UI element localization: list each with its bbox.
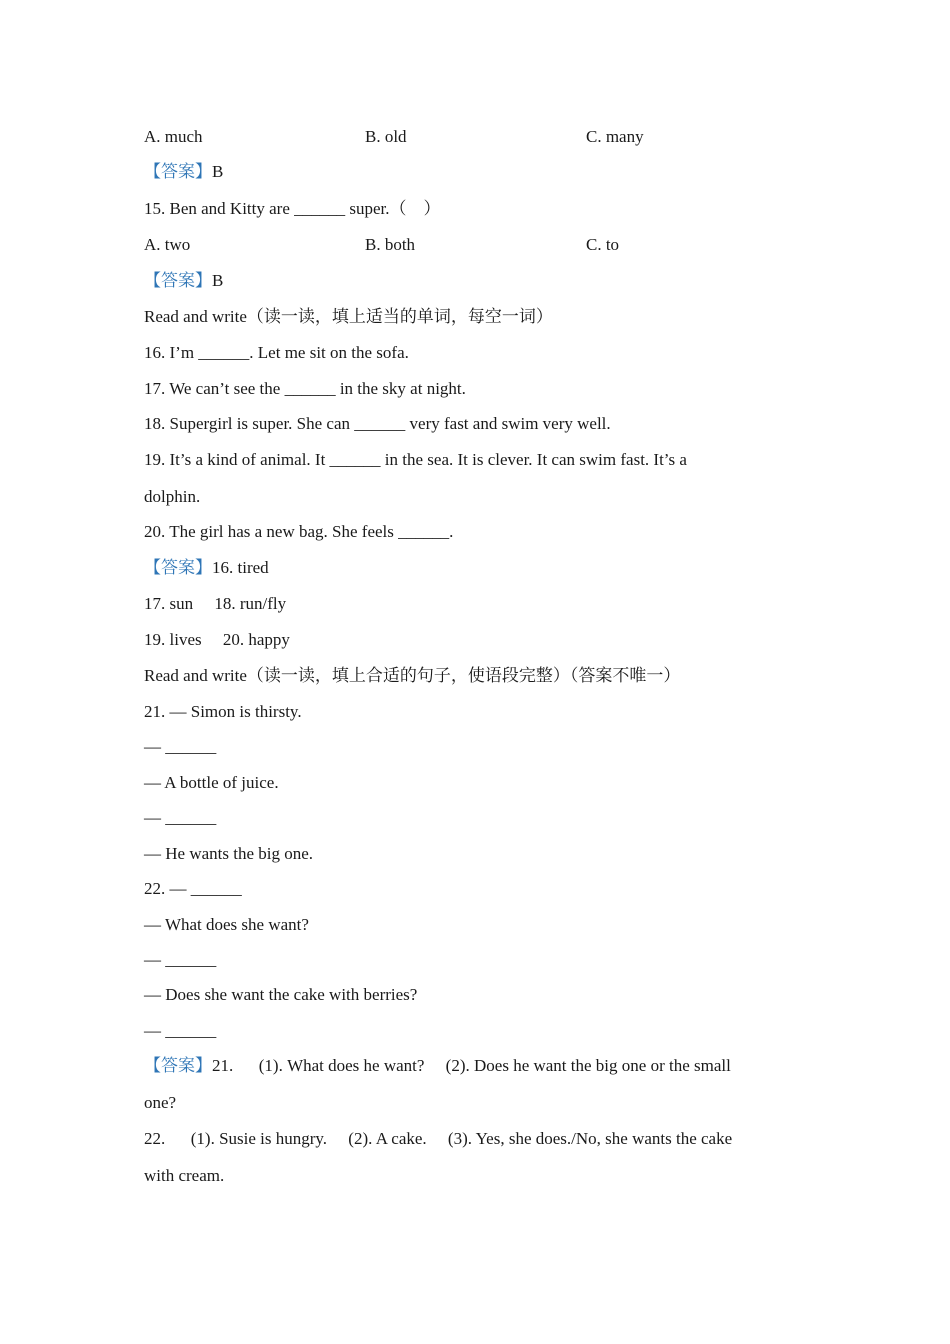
q22-line: — ______ (144, 1021, 217, 1040)
q14-option-b: B. old (365, 127, 407, 146)
question-19: 19. It’s a kind of animal. It ______ in the sea. It is clever. It can swim fast. It’s a (144, 450, 687, 469)
question-17: 17. We can’t see the ______ in the sky at night. (144, 379, 466, 398)
answer-value: 16. tired (212, 558, 269, 577)
answers-21 (144, 1055, 731, 1077)
q21-line: — ______ (144, 737, 217, 756)
question-15: 15. Ben and Kitty are ______ super.（ ） (144, 199, 441, 218)
section-title-sentences: Read and write（读一读，填上合适的句子，使语段完整）（答案不唯一） (144, 666, 681, 685)
question-20: 20. The girl has a new bag. She feels ______. (144, 522, 454, 541)
answers-22: 22. (1). Susie is hungry. (2). A cake. (3). Yes, she does./No, she wants the cake (144, 1129, 733, 1148)
q22-line: — Does she want the cake with berries? (144, 985, 418, 1004)
answer-label: 【答案】 (144, 1056, 212, 1075)
answer-value: B (212, 271, 224, 290)
q21-line: — ______ (144, 808, 217, 827)
q14-answer (144, 161, 223, 183)
q15-answer (144, 270, 223, 292)
q15-option-b: B. both (365, 235, 416, 254)
q21-line: — He wants the big one. (144, 844, 314, 863)
q14-option-c: C. many (586, 127, 644, 146)
question-18: 18. Supergirl is super. She can ______ very fast and swim very well. (144, 414, 611, 433)
answers-21-cont: one? (144, 1093, 177, 1112)
answer-label: 【答案】 (144, 271, 212, 290)
answer-label: 【答案】 (144, 162, 212, 181)
answers-22-cont: with cream. (144, 1166, 225, 1185)
answer-value: 21. (1). What does he want? (2). Does he want the big one or the small (212, 1056, 731, 1075)
q15-option-a: A. two (144, 235, 191, 254)
answer-value: B (212, 162, 224, 181)
q22-line: 22. — ______ (144, 879, 242, 898)
section-title-words: Read and write（读一读，填上适当的单词，每空一词） (144, 307, 553, 326)
answers-16-20 (144, 557, 269, 579)
question-19-cont: dolphin. (144, 487, 201, 506)
q22-line: — What does she want? (144, 915, 309, 934)
answers-19-20: 19. lives 20. happy (144, 630, 290, 649)
answer-label: 【答案】 (144, 558, 212, 577)
q21-line: 21. — Simon is thirsty. (144, 702, 302, 721)
q15-option-c: C. to (586, 235, 620, 254)
question-16: 16. I’m ______. Let me sit on the sofa. (144, 343, 409, 362)
q22-line: — ______ (144, 950, 217, 969)
q14-option-a: A. much (144, 127, 203, 146)
answers-17-18: 17. sun 18. run/fly (144, 594, 287, 613)
q21-line: — A bottle of juice. (144, 773, 279, 792)
